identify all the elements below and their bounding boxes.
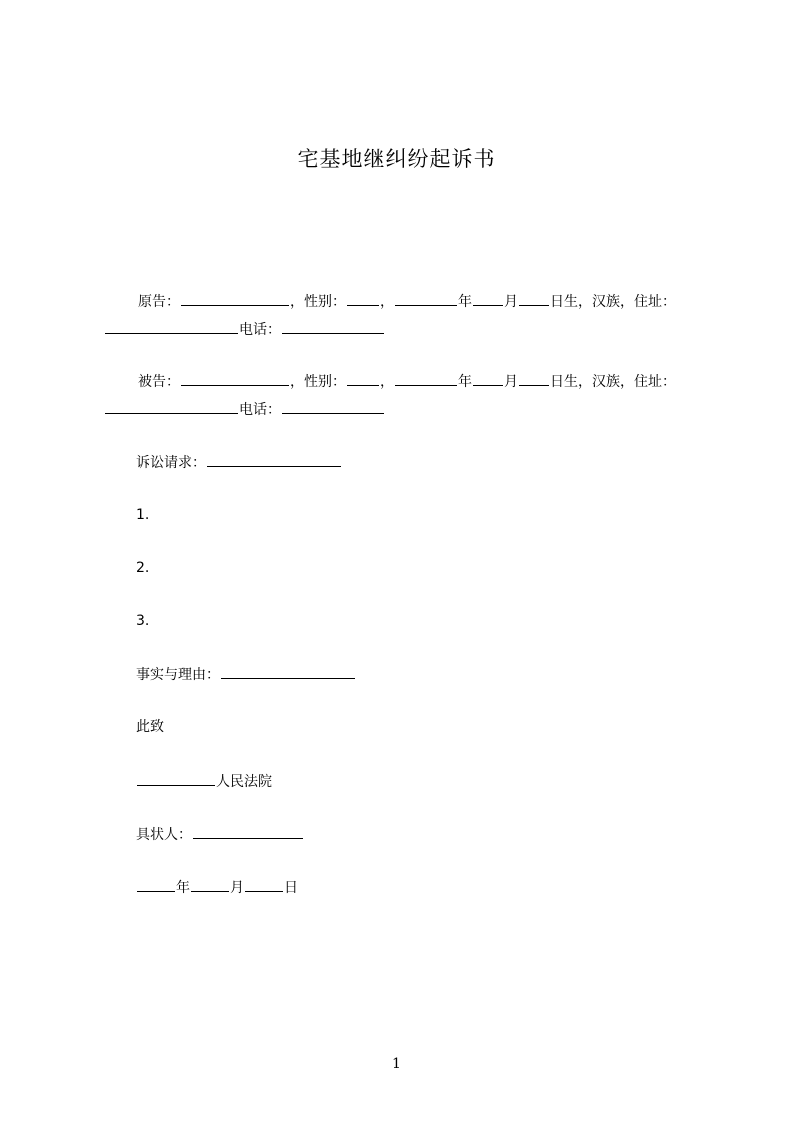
defendant-comma: ， xyxy=(380,374,394,390)
plaintiff-month-blank xyxy=(473,292,503,306)
defendant-born-label: 日生，汉族，住址： xyxy=(550,374,676,390)
claims-line xyxy=(136,453,342,472)
date-month-label: 月 xyxy=(230,880,244,896)
document-title: 宅基地继纠纷起诉书 xyxy=(297,147,496,171)
defendant-phone-label: 电话： xyxy=(239,402,281,418)
claim-item-2: 2. xyxy=(136,560,150,576)
facts-label: 事实与理由： xyxy=(136,667,220,683)
defendant-line-1 xyxy=(138,372,676,391)
defendant-month-blank xyxy=(473,372,503,386)
plaintiff-address-blank xyxy=(105,320,238,334)
date-day-label: 日 xyxy=(284,880,298,896)
plaintiff-sex-blank xyxy=(347,292,379,306)
plaintiff-born-label: 日生，汉族，住址： xyxy=(550,294,676,310)
date-month-blank xyxy=(191,878,229,892)
court-line xyxy=(136,772,272,791)
closing: 此致 xyxy=(136,719,164,735)
date-line xyxy=(136,878,298,897)
defendant-phone-blank xyxy=(282,400,384,414)
plaintiff-label: 原告： xyxy=(138,294,180,310)
court-blank xyxy=(137,772,215,786)
claim-item-3: 3. xyxy=(136,613,150,629)
plaintiff-year-blank xyxy=(395,292,457,306)
date-day-blank xyxy=(245,878,283,892)
claims-label: 诉讼请求： xyxy=(136,455,206,471)
claims-blank xyxy=(207,453,341,467)
defendant-sex-label: ，性别： xyxy=(290,374,346,390)
page-number: 1 xyxy=(392,1056,401,1072)
plaintiff-day-blank xyxy=(519,292,549,306)
plaintiff-comma: ， xyxy=(380,294,394,310)
defendant-month-label: 月 xyxy=(504,374,518,390)
plaintiff-sex-label: ，性别： xyxy=(290,294,346,310)
facts-blank xyxy=(221,665,355,679)
plaintiff-line-2 xyxy=(104,320,385,339)
claim-item-1: 1. xyxy=(136,507,150,523)
defendant-line-2 xyxy=(104,400,385,419)
defendant-year-label: 年 xyxy=(458,374,472,390)
court-label: 人民法院 xyxy=(216,774,272,790)
defendant-label: 被告： xyxy=(138,374,180,390)
facts-line xyxy=(136,665,356,684)
plaintiff-phone-label: 电话： xyxy=(239,322,281,338)
defendant-day-blank xyxy=(519,372,549,386)
plaintiff-year-label: 年 xyxy=(458,294,472,310)
plaintiff-phone-blank xyxy=(282,320,384,334)
defendant-sex-blank xyxy=(347,372,379,386)
defendant-address-blank xyxy=(105,400,238,414)
date-year-blank xyxy=(137,878,175,892)
plaintiff-name-blank xyxy=(181,292,289,306)
defendant-year-blank xyxy=(395,372,457,386)
plaintiff-month-label: 月 xyxy=(504,294,518,310)
signer-blank xyxy=(193,825,303,839)
plaintiff-line-1 xyxy=(138,292,676,311)
signer-label: 具状人： xyxy=(136,827,192,843)
signer-line xyxy=(136,825,304,844)
date-year-label: 年 xyxy=(176,880,190,896)
defendant-name-blank xyxy=(181,372,289,386)
